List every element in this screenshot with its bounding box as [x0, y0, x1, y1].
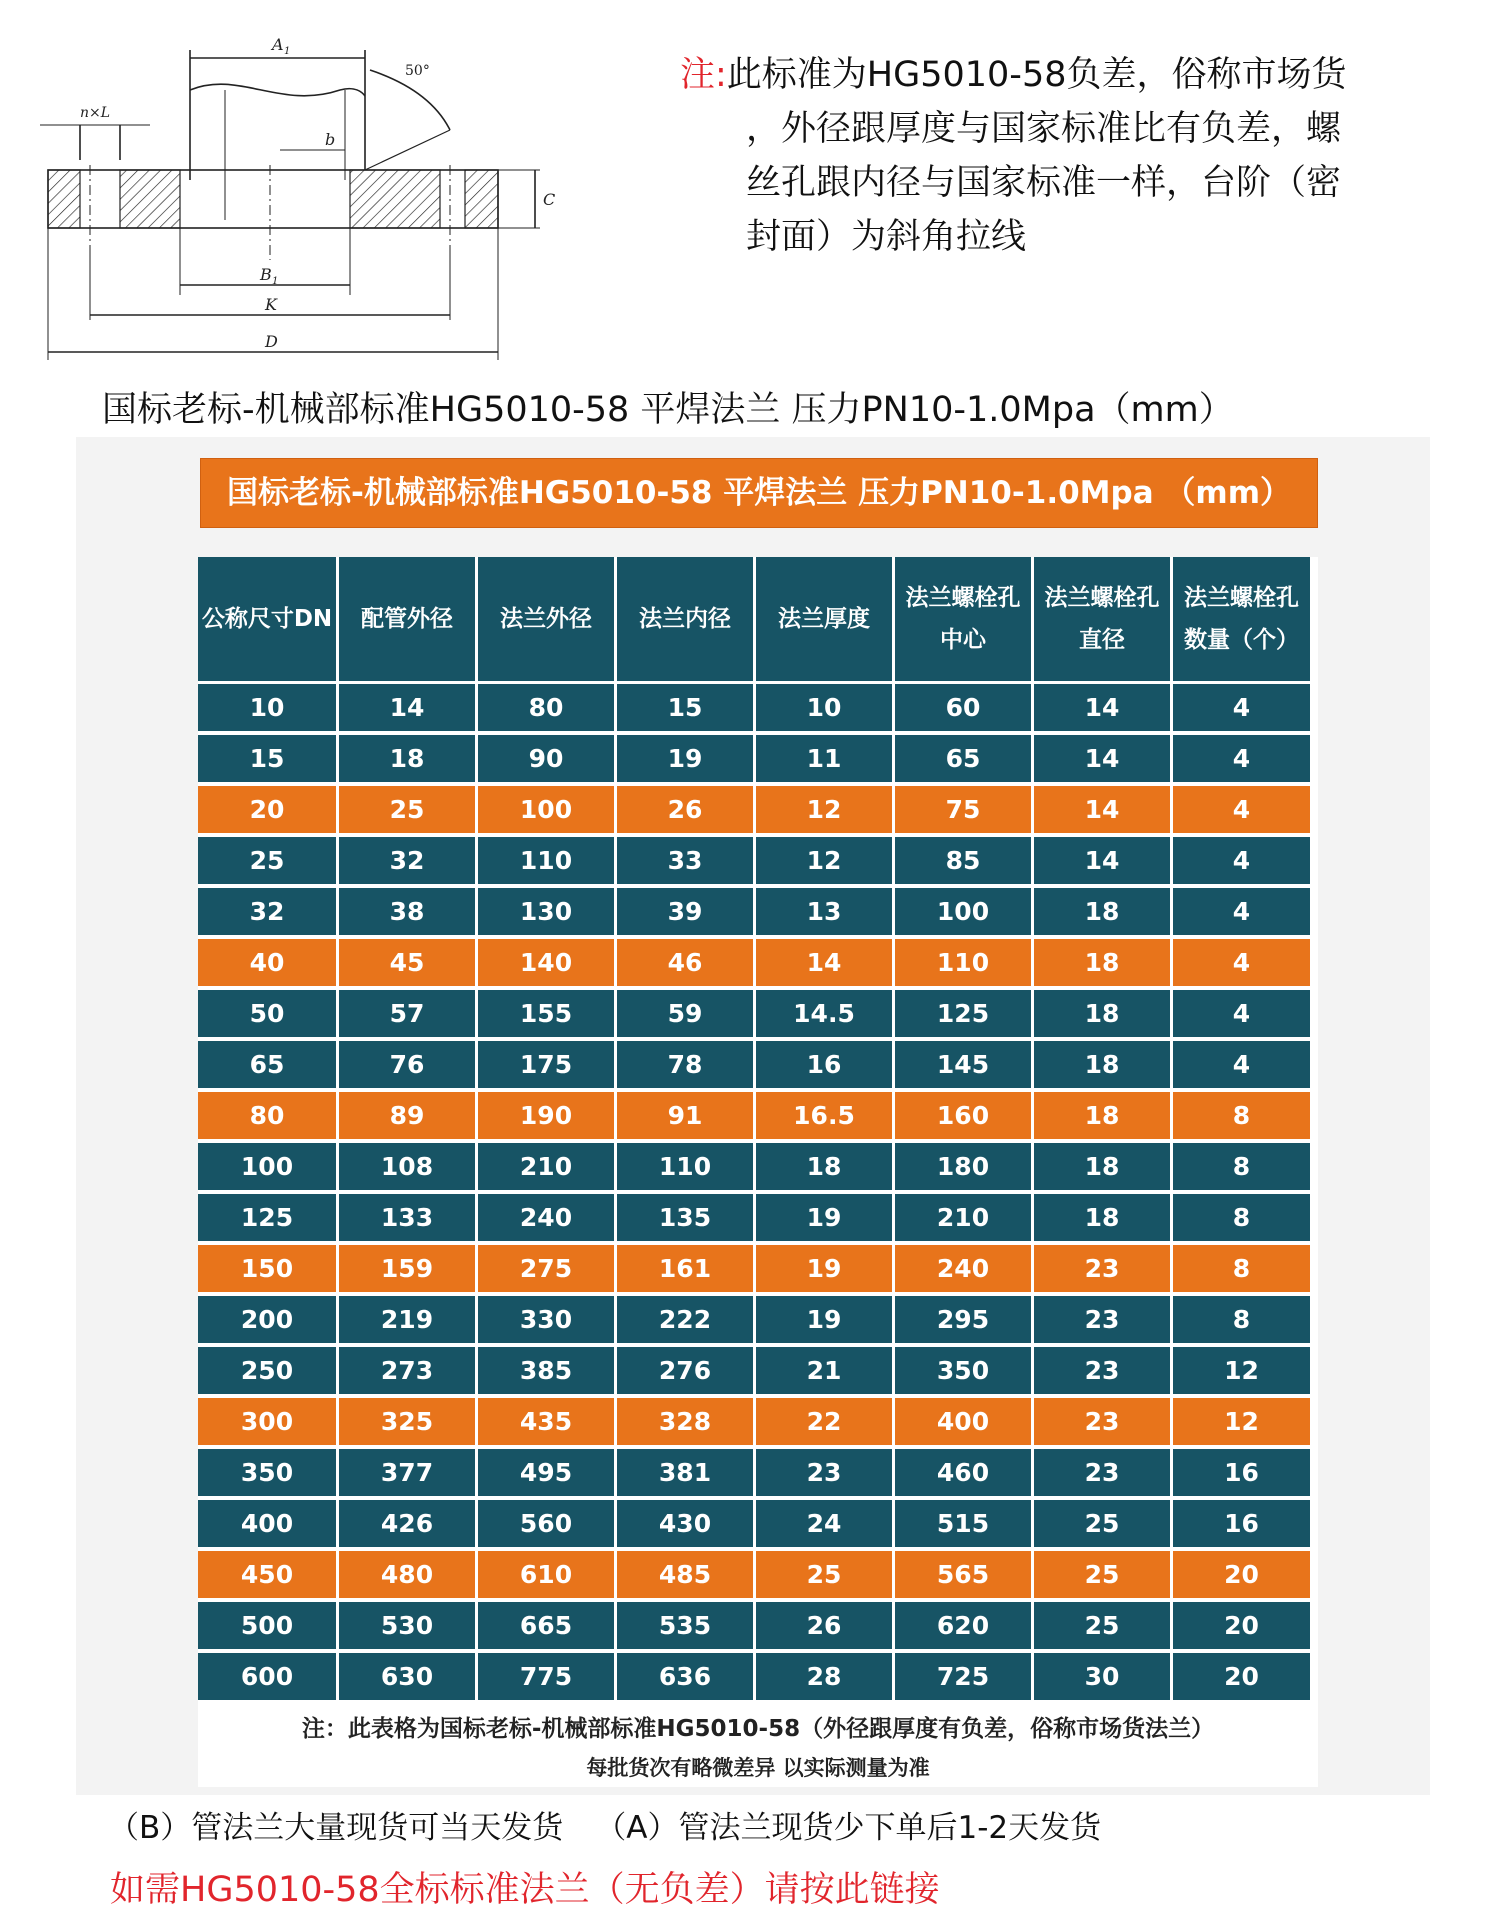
- label-b: b: [325, 130, 336, 149]
- table-row: [198, 684, 1318, 731]
- header-cell: [339, 557, 475, 681]
- table-cell: 59: [617, 990, 753, 1037]
- table-row: [198, 1296, 1318, 1343]
- table-row: [198, 735, 1318, 782]
- table-cell: 600: [198, 1653, 336, 1700]
- table-cell: 350: [198, 1449, 336, 1496]
- header-label: 法兰厚度: [778, 606, 870, 632]
- table-cell: 85: [895, 837, 1031, 884]
- table-cell: 560: [478, 1500, 614, 1547]
- table-cell: 610: [478, 1551, 614, 1598]
- header-cell: [198, 557, 336, 681]
- table-cell: 10: [756, 684, 892, 731]
- table-cell: 14: [1034, 684, 1170, 731]
- table-cell: 60: [895, 684, 1031, 731]
- table-cell: 775: [478, 1653, 614, 1700]
- table-cell: 26: [756, 1602, 892, 1649]
- table-cell: 295: [895, 1296, 1031, 1343]
- table-banner: 国标老标-机械部标准HG5010-58 平焊法兰 压力PN10-1.0Mpa （mm）: [200, 458, 1318, 528]
- table-row: [198, 837, 1318, 884]
- header-label: 配管外径: [361, 606, 453, 632]
- header-label: 法兰螺栓孔: [1184, 585, 1299, 611]
- table-cell: 381: [617, 1449, 753, 1496]
- table-cell: 45: [339, 939, 475, 986]
- table-cell: 12: [756, 786, 892, 833]
- table-cell: 133: [339, 1194, 475, 1241]
- header-cell: [756, 557, 892, 681]
- table-header: [198, 557, 1318, 681]
- header-label: 数量（个）: [1184, 627, 1299, 653]
- table-cell: 19: [756, 1194, 892, 1241]
- table-cell: 21: [756, 1347, 892, 1394]
- header-label: 中心: [940, 627, 986, 653]
- table-cell: 725: [895, 1653, 1031, 1700]
- table-cell: 110: [617, 1143, 753, 1190]
- table-cell: 12: [1173, 1398, 1310, 1445]
- label-a1-sub: 1: [284, 46, 291, 57]
- full-standard-link[interactable]: 如需HG5010-58全标标准法兰（无负差）请按此链接: [110, 1870, 940, 1910]
- table-cell: 480: [339, 1551, 475, 1598]
- table-cell: 23: [1034, 1398, 1170, 1445]
- label-c: C: [543, 190, 556, 209]
- table-cell: 20: [1173, 1653, 1310, 1700]
- table-row: [198, 990, 1318, 1037]
- label-d: D: [265, 332, 278, 351]
- table-cell: 210: [895, 1194, 1031, 1241]
- footnote-line-1: 注：此表格为国标老标-机械部标准HG5010-58（外径跟厚度有负差，俗称市场货法兰）: [301, 1716, 1215, 1742]
- table-cell: 18: [756, 1143, 892, 1190]
- table-cell: 8: [1173, 1194, 1310, 1241]
- table-cell: 18: [1034, 1041, 1170, 1088]
- note-lead: 注:: [680, 55, 727, 95]
- table-cell: 125: [895, 990, 1031, 1037]
- table-cell: 14: [756, 939, 892, 986]
- table-cell: 275: [478, 1245, 614, 1292]
- note-line-2: ，外径跟厚度与国家标准比有负差，螺: [746, 109, 1342, 149]
- table-row: [198, 1602, 1318, 1649]
- table-cell: 65: [895, 735, 1031, 782]
- table-cell: 16.5: [756, 1092, 892, 1139]
- header-label: 公称尺寸DN: [201, 606, 333, 632]
- header-cell: [1034, 557, 1170, 681]
- header-label: 法兰内径: [639, 606, 731, 632]
- table-cell: 485: [617, 1551, 753, 1598]
- table-cell: 4: [1173, 684, 1310, 731]
- table-cell: 30: [1034, 1653, 1170, 1700]
- note-line-4: 封面）为斜角拉线: [746, 217, 1027, 257]
- table-cell: 4: [1173, 990, 1310, 1037]
- table-row: [198, 1194, 1318, 1241]
- table-cell: 23: [756, 1449, 892, 1496]
- table-row: [198, 1143, 1318, 1190]
- table-cell: 190: [478, 1092, 614, 1139]
- table-cell: 40: [198, 939, 336, 986]
- table-cell: 90: [478, 735, 614, 782]
- shipping-a: （A）管法兰现货少下单后1-2天发货: [595, 1810, 1102, 1846]
- table-cell: 20: [1173, 1551, 1310, 1598]
- table-cell: 75: [895, 786, 1031, 833]
- table-cell: 13: [756, 888, 892, 935]
- table-row: [198, 1347, 1318, 1394]
- table-cell: 23: [1034, 1245, 1170, 1292]
- table-cell: 80: [198, 1092, 336, 1139]
- table-cell: 273: [339, 1347, 475, 1394]
- label-a1: A: [272, 35, 284, 54]
- table-cell: 23: [1034, 1347, 1170, 1394]
- table-cell: 210: [478, 1143, 614, 1190]
- table-cell: 665: [478, 1602, 614, 1649]
- table-cell: 18: [339, 735, 475, 782]
- table-row: [198, 1398, 1318, 1445]
- table-cell: 108: [339, 1143, 475, 1190]
- note-line-3: 丝孔跟内径与国家标准一样，台阶（密: [746, 163, 1342, 203]
- table-cell: 14.5: [756, 990, 892, 1037]
- table-cell: 15: [198, 735, 336, 782]
- table-cell: 620: [895, 1602, 1031, 1649]
- table-cell: 140: [478, 939, 614, 986]
- table-cell: 65: [198, 1041, 336, 1088]
- table-cell: 20: [1173, 1602, 1310, 1649]
- table-cell: 400: [198, 1500, 336, 1547]
- table-cell: 350: [895, 1347, 1031, 1394]
- table-cell: 57: [339, 990, 475, 1037]
- table-cell: 46: [617, 939, 753, 986]
- table-cell: 100: [198, 1143, 336, 1190]
- table-cell: 12: [756, 837, 892, 884]
- note-block: [680, 48, 1380, 264]
- table-cell: 240: [895, 1245, 1031, 1292]
- table-footnote: [198, 1710, 1318, 1788]
- table-cell: 22: [756, 1398, 892, 1445]
- table-cell: 89: [339, 1092, 475, 1139]
- table-row: [198, 1245, 1318, 1292]
- table-cell: 4: [1173, 735, 1310, 782]
- table-cell: 200: [198, 1296, 336, 1343]
- table-cell: 636: [617, 1653, 753, 1700]
- note-line-1: 此标准为HG5010-58负差，俗称市场货: [726, 55, 1347, 95]
- table-cell: 15: [617, 684, 753, 731]
- table-cell: 4: [1173, 786, 1310, 833]
- table-cell: 25: [339, 786, 475, 833]
- table-cell: 16: [1173, 1500, 1310, 1547]
- table-cell: 18: [1034, 1194, 1170, 1241]
- footnote-line-2: 每批货次有略微差异 以实际测量为准: [586, 1756, 930, 1780]
- table-cell: 8: [1173, 1296, 1310, 1343]
- table-cell: 495: [478, 1449, 614, 1496]
- label-angle: 50°: [405, 63, 430, 79]
- table-cell: 32: [198, 888, 336, 935]
- table-cell: 38: [339, 888, 475, 935]
- table-cell: 8: [1173, 1092, 1310, 1139]
- table-cell: 276: [617, 1347, 753, 1394]
- table-cell: 14: [339, 684, 475, 731]
- table-cell: 33: [617, 837, 753, 884]
- table-cell: 110: [478, 837, 614, 884]
- table-cell: 630: [339, 1653, 475, 1700]
- spec-table-panel: [76, 437, 1430, 1795]
- shipping-b: （B）管法兰大量现货可当天发货: [108, 1810, 564, 1846]
- table-cell: 450: [198, 1551, 336, 1598]
- table-cell: 80: [478, 684, 614, 731]
- table-cell: 565: [895, 1551, 1031, 1598]
- table-cell: 23: [1034, 1449, 1170, 1496]
- table-cell: 16: [756, 1041, 892, 1088]
- table-row: [198, 1092, 1318, 1139]
- table-cell: 91: [617, 1092, 753, 1139]
- table-cell: 50: [198, 990, 336, 1037]
- header-label: 直径: [1079, 627, 1125, 653]
- table-cell: 19: [756, 1245, 892, 1292]
- table-cell: 150: [198, 1245, 336, 1292]
- table-cell: 14: [1034, 837, 1170, 884]
- table-cell: 4: [1173, 888, 1310, 935]
- table-cell: 435: [478, 1398, 614, 1445]
- table-cell: 180: [895, 1143, 1031, 1190]
- table-row: [198, 1500, 1318, 1547]
- table-cell: 300: [198, 1398, 336, 1445]
- table-cell: 330: [478, 1296, 614, 1343]
- table-cell: 500: [198, 1602, 336, 1649]
- table-cell: 8: [1173, 1143, 1310, 1190]
- header-cell: [617, 557, 753, 681]
- table-cell: 25: [756, 1551, 892, 1598]
- table-cell: 18: [1034, 888, 1170, 935]
- table-cell: 385: [478, 1347, 614, 1394]
- table-cell: 219: [339, 1296, 475, 1343]
- table-cell: 20: [198, 786, 336, 833]
- label-k: K: [265, 295, 277, 314]
- table-cell: 159: [339, 1245, 475, 1292]
- table-cell: 18: [1034, 1092, 1170, 1139]
- table-cell: 78: [617, 1041, 753, 1088]
- table-cell: 76: [339, 1041, 475, 1088]
- table-cell: 4: [1173, 1041, 1310, 1088]
- table-cell: 10: [198, 684, 336, 731]
- table-cell: 23: [1034, 1296, 1170, 1343]
- table-cell: 16: [1173, 1449, 1310, 1496]
- table-cell: 460: [895, 1449, 1031, 1496]
- table-cell: 175: [478, 1041, 614, 1088]
- table-cell: 426: [339, 1500, 475, 1547]
- table-row: [198, 1041, 1318, 1088]
- spec-table: [198, 557, 1318, 1787]
- table-cell: 14: [1034, 735, 1170, 782]
- table-cell: 14: [1034, 786, 1170, 833]
- table-cell: 135: [617, 1194, 753, 1241]
- label-b1: B: [260, 265, 272, 284]
- table-cell: 18: [1034, 939, 1170, 986]
- table-row: [198, 1551, 1318, 1598]
- table-cell: 39: [617, 888, 753, 935]
- table-cell: 240: [478, 1194, 614, 1241]
- header-cell: [1173, 557, 1310, 681]
- table-cell: 400: [895, 1398, 1031, 1445]
- table-cell: 25: [1034, 1602, 1170, 1649]
- table-cell: 250: [198, 1347, 336, 1394]
- table-cell: 145: [895, 1041, 1031, 1088]
- table-row: [198, 939, 1318, 986]
- table-cell: 24: [756, 1500, 892, 1547]
- table-cell: 26: [617, 786, 753, 833]
- label-b1-sub: 1: [272, 276, 279, 287]
- header-cell: [478, 557, 614, 681]
- table-cell: 11: [756, 735, 892, 782]
- table-cell: 25: [1034, 1500, 1170, 1547]
- table-cell: 19: [756, 1296, 892, 1343]
- table-cell: 161: [617, 1245, 753, 1292]
- table-cell: 18: [1034, 1143, 1170, 1190]
- table-cell: 515: [895, 1500, 1031, 1547]
- table-cell: 328: [617, 1398, 753, 1445]
- table-cell: 4: [1173, 939, 1310, 986]
- table-cell: 377: [339, 1449, 475, 1496]
- table-cell: 430: [617, 1500, 753, 1547]
- header-label: 法兰外径: [500, 606, 592, 632]
- table-cell: 100: [478, 786, 614, 833]
- table-cell: 100: [895, 888, 1031, 935]
- table-row: [198, 1449, 1318, 1496]
- table-cell: 28: [756, 1653, 892, 1700]
- table-cell: 18: [1034, 990, 1170, 1037]
- table-cell: 125: [198, 1194, 336, 1241]
- header-label: 法兰螺栓孔: [905, 585, 1021, 611]
- table-cell: 130: [478, 888, 614, 935]
- table-cell: 25: [198, 837, 336, 884]
- table-cell: 8: [1173, 1245, 1310, 1292]
- table-cell: 32: [339, 837, 475, 884]
- table-cell: 12: [1173, 1347, 1310, 1394]
- header-label: 法兰螺栓孔: [1044, 585, 1160, 611]
- label-nxl: n×L: [80, 105, 111, 121]
- table-cell: 160: [895, 1092, 1031, 1139]
- table-row: [198, 786, 1318, 833]
- table-cell: 155: [478, 990, 614, 1037]
- table-cell: 530: [339, 1602, 475, 1649]
- table-cell: 325: [339, 1398, 475, 1445]
- table-cell: 535: [617, 1602, 753, 1649]
- flange-drawing: [40, 30, 580, 370]
- table-cell: 222: [617, 1296, 753, 1343]
- table-cell: 110: [895, 939, 1031, 986]
- page-title: 国标老标-机械部标准HG5010-58 平焊法兰 压力PN10-1.0Mpa（mm）: [102, 390, 1234, 430]
- table-row: [198, 1653, 1318, 1700]
- table-cell: 25: [1034, 1551, 1170, 1598]
- shipping-info: [108, 1802, 1101, 1847]
- table-cell: 19: [617, 735, 753, 782]
- header-cell: [895, 557, 1031, 681]
- table-row: [198, 888, 1318, 935]
- table-cell: 4: [1173, 837, 1310, 884]
